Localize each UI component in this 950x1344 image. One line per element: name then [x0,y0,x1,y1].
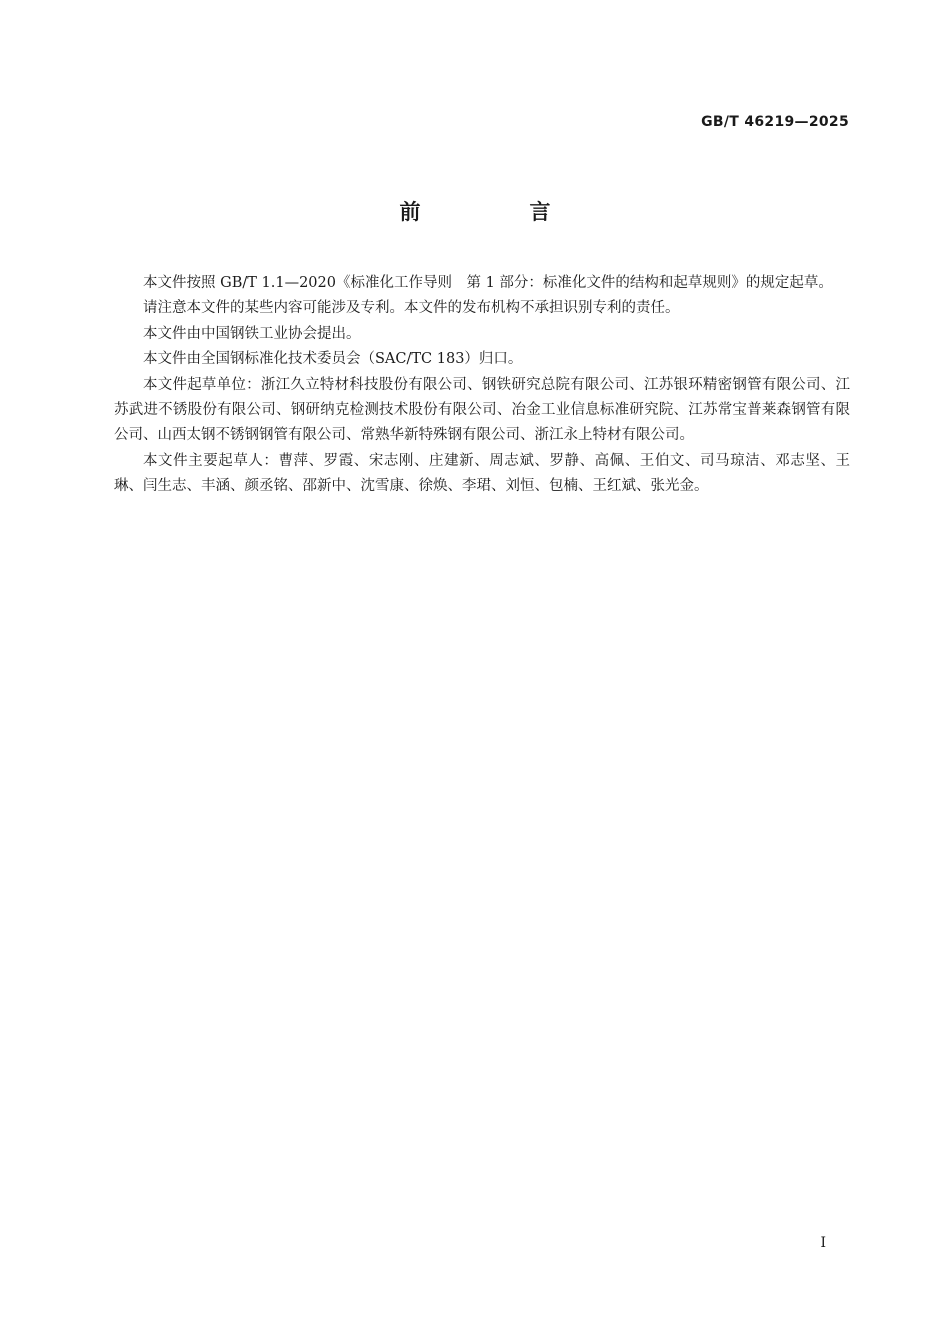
paragraph-administrator: 本文件由全国钢标准化技术委员会（SAC/TC 183）归口。 [143,351,523,368]
standard-code: GB/T 46219—2025 [701,114,849,130]
page-number: I [820,1235,826,1251]
foreword-body [114,271,850,500]
paragraph-drafting-rules: 本文件按照 GB/T 1.1—2020《标准化工作导则 第 1 部分：标准化文件的结构和起草规则》的规定起草。 [143,275,833,291]
paragraph-proposer: 本文件由中国钢铁工业协会提出。 [143,325,361,342]
page-title: 前 言 [399,200,595,224]
paragraph-patent-notice: 请注意本文件的某些内容可能涉及专利。本文件的发布机构不承担识别专利的责任。 [143,300,680,317]
paragraph-drafting-units: 本文件起草单位：浙江久立特材科技股份有限公司、钢铁研究总院有限公司、江苏银环精密钢管有限公司、江苏武进不锈股份有限公司、钢研纳克检测技术股份有限公司、冶金工业信息标准研究院、江苏常宝普莱森钢管有限公司、山西太钢不锈钢钢管有限公司、常熟华新特殊钢有限公司、浙江永上特材有限公司。 [114,376,850,444]
paragraph-drafters: 本文件主要起草人：曹萍、罗霞、宋志刚、庄建新、周志斌、罗静、高佩、王伯文、司马琼洁、邓志坚、王琳、闫生志、丰涵、颜丞铭、邵新中、沈雪康、徐焕、李珺、刘恒、包楠、王红斌、张光金。 [114,452,850,495]
